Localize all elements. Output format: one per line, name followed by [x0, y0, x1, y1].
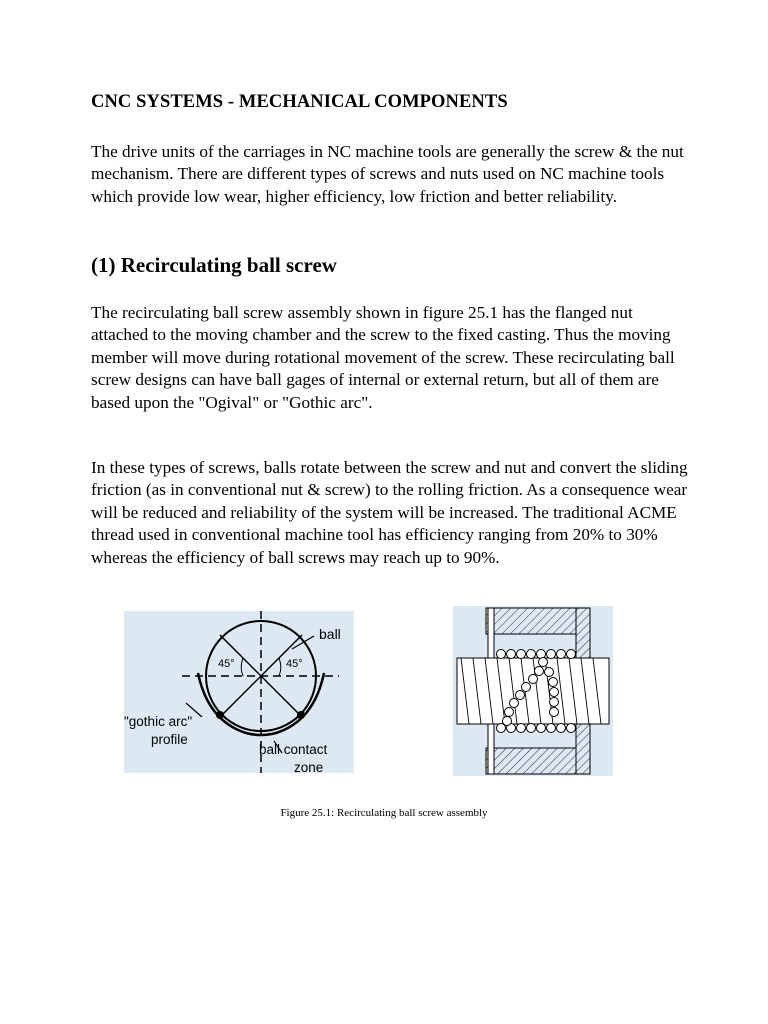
label-gothic-arc: "gothic arc": [124, 714, 193, 729]
intro-paragraph: The drive units of the carriages in NC machine tools are generally the screw & the nut mechanism. There are different types of screws and nuts used on NC machine tools which provide low wear, higher efficiency, low friction and better reliability.: [91, 142, 684, 206]
label-angle-left: 45°: [218, 658, 235, 670]
gothic-arc-diagram: [124, 611, 354, 773]
label-ball: ball: [319, 626, 341, 642]
section-heading: (1) Recirculating ball screw: [91, 253, 337, 277]
label-ball-contact: ball contact: [259, 742, 328, 757]
label-profile: profile: [151, 732, 188, 747]
page-title: CNC SYSTEMS - MECHANICAL COMPONENTS: [91, 92, 508, 112]
label-angle-right: 45°: [286, 658, 303, 670]
body-paragraph-2: In these types of screws, balls rotate between the screw and nut and convert the sliding friction (as in conventional nut & screw) to the rolling friction. As a consequence wear will be reduced and reliability of the system will be increased. The traditional ACME thread used in conventional machine tool has efficiency ranging from 20% to 30% whereas the efficiency of ball screws may reach up to 90%.: [91, 458, 688, 567]
label-zone: zone: [294, 760, 324, 773]
figure-caption: Figure 25.1: Recirculating ball screw assembly: [280, 807, 488, 819]
body-paragraph-1: The recirculating ball screw assembly shown in figure 25.1 has the flanged nut attached to the moving chamber and the screw to the fixed casting. Thus the moving member will move during rotational movement of the screw. These recirculating ball screw designs can have ball gages of internal or external return, but all of them are based upon the "Ogival" or "Gothic arc".: [91, 303, 675, 412]
ball-screw-assembly-diagram: [453, 606, 613, 776]
